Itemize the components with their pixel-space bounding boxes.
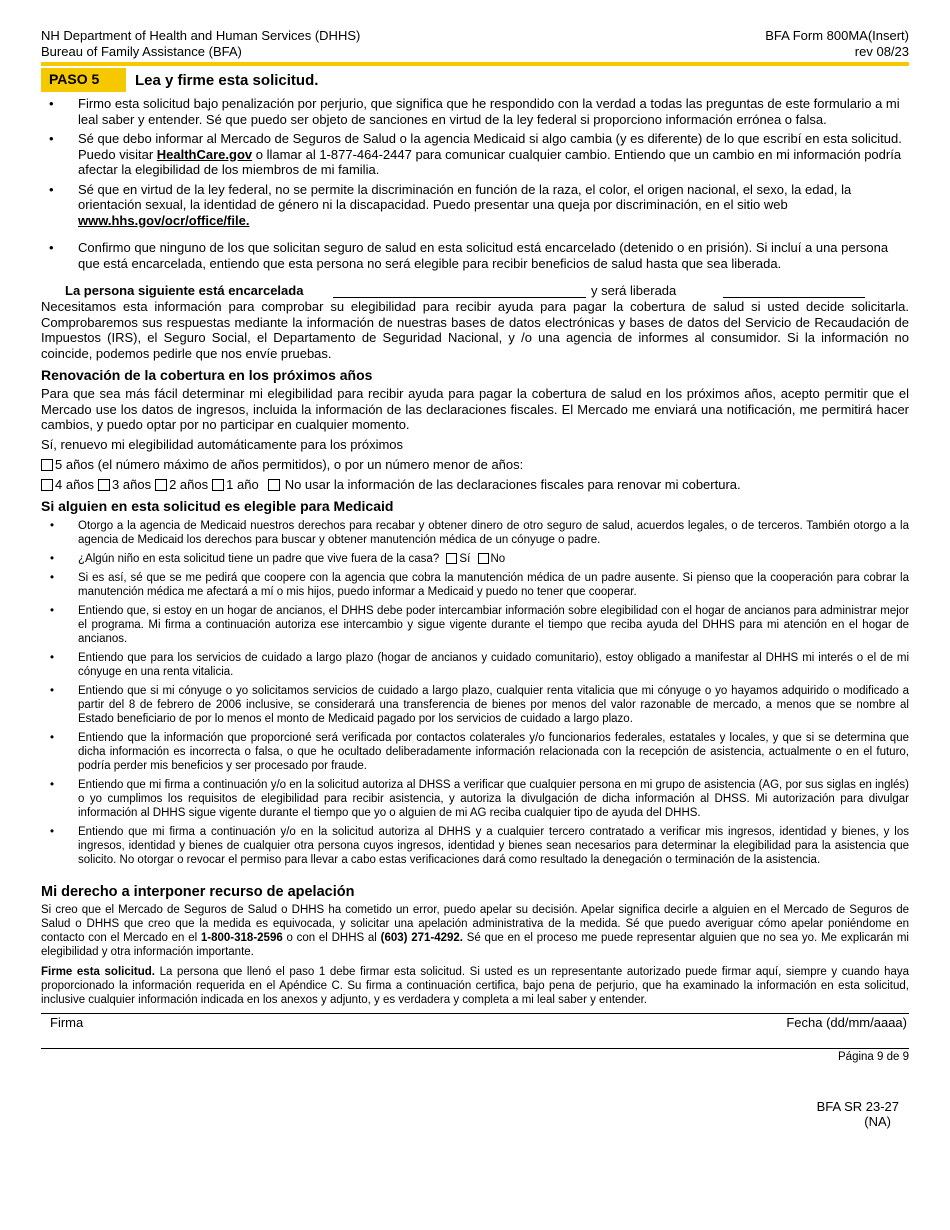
renew-years-options: 4 años 3 años 2 años 1 año No usar la información de las declaraciones fiscales para renovar mi cobertura. [41, 477, 909, 493]
renew-5-years-row: 5 años (el número máximo de años permitidos), o por un número menor de años: [41, 457, 909, 473]
list-item: • Entiendo que para los servicios de cuidado a largo plazo (hogar de ancianos y cuidado comunitario), estoy obligado a manifestar al DHHS mi interés o el de mi cónyuge en una renta vitalicia. [41, 651, 909, 679]
footer-divider [41, 1048, 909, 1049]
list-item: • Entiendo que si mi cónyuge o yo solicitamos servicios de cuidado a largo plazo, cualquier renta vitalicia que mi cónyuge o yo hayamos adquirido o modificado a partir del 8 de febrero de 2006 inclusive, se considerará una transferencia de bienes por menos del valor razonable de mercado, a menos que se nombre al Estado beneficiario de por lo menos el monto de Medicaid pagado por los servicios de cuidado a largo plazo. [41, 684, 909, 726]
page-header [41, 28, 909, 59]
marketplace-phone: 1-800-318-2596 [200, 932, 283, 945]
page-number: Página 9 de 9 [838, 1050, 909, 1063]
absent-parent-question: • ¿Algún niño en esta solicitud tiene un padre que vive fuera de la casa? Sí No [41, 552, 909, 566]
ocr-complaint-link[interactable]: www.hhs.gov/ocr/office/file. [78, 212, 250, 228]
revision-date: rev 08/23 [854, 43, 909, 59]
list-item: • Entiendo que mi firma a continuación y/o en la solicitud autoriza al DHSS a verificar que cualquier persona en mi grupo de asistencia (AG, por sus siglas en inglés) o yo cumplimos los requisitos de elegibilidad para recibir asistencia, y autoriza la divulgación de dicha información al DHSS. Mi autorización para divulgar información al DHHS sigue vigente durante el tiempo que yo o alguien de mi AG reciba cualquier tipo de ayuda del DHHS. [41, 778, 909, 820]
incarceration-row [41, 280, 909, 298]
agency-name: NH Department of Health and Human Services (DHHS) [41, 28, 361, 43]
signature-row [41, 1014, 909, 1048]
sign-instructions: Firme esta solicitud. La persona que llenó el paso 1 debe firmar esta solicitud. Si usted es un representante autorizado puede firmar aquí, siempre y cuando haya proporcionado la información requerida en el Apéndice C. Su firma a continuación certifica, bajo pena de perjurio, que ha examinado la información en esta solicitud, inclusive cualquier información indicada en los anexos y adjunto, y es verdadera y completa a mi leal saber y entender. [41, 965, 910, 1007]
released-label: y será liberada [591, 283, 677, 298]
renewal-paragraph: Para que sea más fácil determinar mi elegibilidad para recibir ayuda para pagar la cobertura de salud en los próximos años, acepto permitir que el Mercado use los datos de ingresos, incluida la información de las declaraciones fiscales. El Mercado me enviará una notificación, me permitirá hacer cambios, y puedo optar por no participar en cualquier momento. [41, 386, 909, 432]
absent-parent-yes-checkbox[interactable] [446, 553, 457, 564]
renew-3-years-checkbox[interactable] [98, 479, 110, 491]
bureau-name: Bureau of Family Assistance (BFA) [41, 43, 242, 59]
step-badge: PASO 5 [41, 68, 126, 92]
list-item: • Otorgo a la agencia de Medicaid nuestros derechos para recabar y obtener dinero de otro seguro de salud, acuerdos legales, o de terceros. También otorgo a la agencia de Medicaid los derechos para buscar y obtener manutención médica de un cónyuge o padre. [41, 519, 909, 547]
list-item: • Entiendo que la información que proporcioné será verificada por contactos colaterales y/o funcionarios federales, estatales y locales, y que si se determina que dicha información es incorrecta o falsa, o que he ocultado deliberadamente información relacionada con la recepción de asistencia, actualmente o en el futuro, podría perder mis beneficios y ser procesado por fraude. [41, 731, 909, 773]
dhhs-phone: (603) 271-4292. [380, 932, 463, 945]
incarcerated-name-field[interactable] [333, 282, 586, 298]
list-item: • Entiendo que, si estoy en un hogar de ancianos, el DHHS debe poder intercambiar información sobre elegibilidad con el hogar de ancianos para administrar mejor el programa. Mi firma a continuación autoriza ese intercambio y sigue vigente durante el tiempo que reciba ayuda del DHHS para mi atención en el hogar de ancianos. [41, 604, 909, 646]
list-item: • Si es así, sé que se me pedirá que coopere con la agencia que cobra la manutención médica de un padre ausente. Si pienso que la cooperación para cobrar la manutención médica me afectará a mí o mis hijos, puedo informar a Medicaid y puedo no tener que cooperar. [41, 571, 909, 599]
date-field[interactable]: Fecha (dd/mm/aaaa) [786, 1014, 907, 1030]
step-heading [41, 68, 909, 92]
step-title: Lea y firme esta solicitud. [135, 71, 319, 89]
renew-5-years-checkbox[interactable] [41, 459, 53, 471]
form-page [41, 28, 909, 1130]
form-id: BFA SR 23-27 [816, 1098, 899, 1114]
absent-parent-no-checkbox[interactable] [478, 553, 489, 564]
form-id-block [41, 1099, 909, 1130]
list-item: • Confirmo que ninguno de los que solicitan seguro de salud en esta solicitud está encarcelado (detenido o en prisión). Si incluí a una persona que está encarcelada, entiendo que esta persona no será elegible para recibir beneficios de salud hasta que sea liberada. [41, 240, 909, 271]
renew-2-years-checkbox[interactable] [155, 479, 167, 491]
healthcare-gov-link[interactable]: HealthCare.gov [156, 146, 253, 162]
renew-statement: Sí, renuevo mi elegibilidad automáticamente para los próximos [41, 436, 404, 452]
form-id-suffix: (NA) [864, 1114, 891, 1130]
release-date-field[interactable] [723, 282, 865, 298]
renew-1-year-checkbox[interactable] [212, 479, 224, 491]
list-item: • Entiendo que mi firma a continuación y/o en la solicitud autoriza al DHHS y a cualquier tercero contratado a verificar mis ingresos, identidad y bienes, y los ingresos, identidad y bienes de cualquier otra persona cuyos ingresos, identidad y bienes sean necesarios para determinar la elegibilidad para la asistencia que solicito. No otorgar o revocar el permiso para llevar a cabo estas verificaciones dará como resultado la denegación o terminación de la asistencia. [41, 825, 909, 867]
incarcerated-label: La persona siguiente está encarcelada [65, 283, 304, 298]
appeal-heading: Mi derecho a interponer recurso de apelación [41, 883, 355, 900]
signature-field[interactable]: Firma [50, 1014, 84, 1030]
no-tax-data-checkbox[interactable] [268, 479, 280, 491]
renewal-heading: Renovación de la cobertura en los próximos años [41, 367, 373, 383]
renew-4-years-checkbox[interactable] [41, 479, 53, 491]
list-item: • Firmo esta solicitud bajo penalización por perjurio, que significa que he respondido con la verdad a todas las preguntas de este formulario a mi leal saber y entender. Sé que puedo ser objeto de sanciones en virtud de la ley federal si proporciono información errónea o falsa. [41, 96, 909, 127]
list-item: • Sé que debo informar al Mercado de Seguros de Salud o la agencia Medicaid si algo cambia (y es diferente) de lo que escribí en esta solicitud. Puedo visitar HealthCare.gov o llamar al 1-877-464-2447 para comunicar cualquier cambio. Entiendo que un cambio en mi información podría afectar la elegibilidad de los miembros de mi familia. [41, 131, 909, 178]
form-number: BFA Form 800MA(Insert) [765, 28, 909, 43]
attestation-list [41, 96, 909, 271]
medicaid-heading: Si alguien en esta solicitud es elegible para Medicaid [41, 497, 394, 514]
appeal-paragraph: Si creo que el Mercado de Seguros de Salud o DHHS ha cometido un error, puedo apelar su decisión. Apelar significa decirle a alguien en el Mercado de Seguros de Salud o DHHS que creo que la medida es equivocada, y solicitar una apelación administrativa de la medida. Sé que puedo averiguar cómo apelar poniéndome en contacto con el Mercado en el 1-800-318-2596 o con el DHHS al (603) 271-4292. Sé que en el proceso me puede representar alguien que no sea yo. Me explicarán mi elegibilidad y otra información importante. [41, 903, 909, 959]
verification-paragraph: Necesitamos esta información para comprobar su elegibilidad para recibir ayuda para pagar la cobertura de salud si usted decide solicitarla. Comprobaremos sus respuestas mediante la información de nuestras bases de datos electrónicas y bases de datos del Servicio de Recaudación de Impuestos (IRS), el Seguro Social, el Departamento de Seguridad Nacional, y /o una agencia de informes al consumidor. Si la información no coincide, podemos pedirle que nos envíe pruebas. [41, 299, 909, 361]
medicaid-list [41, 519, 909, 867]
header-divider [41, 62, 909, 66]
list-item: • Sé que en virtud de la ley federal, no se permite la discriminación en función de la raza, el color, el origen nacional, el sexo, la edad, la orientación sexual, la identidad de género ni la discapacidad. Puedo presentar una queja por discriminación, en el sitio web www.hhs.gov/ocr/office/file. [41, 182, 909, 229]
